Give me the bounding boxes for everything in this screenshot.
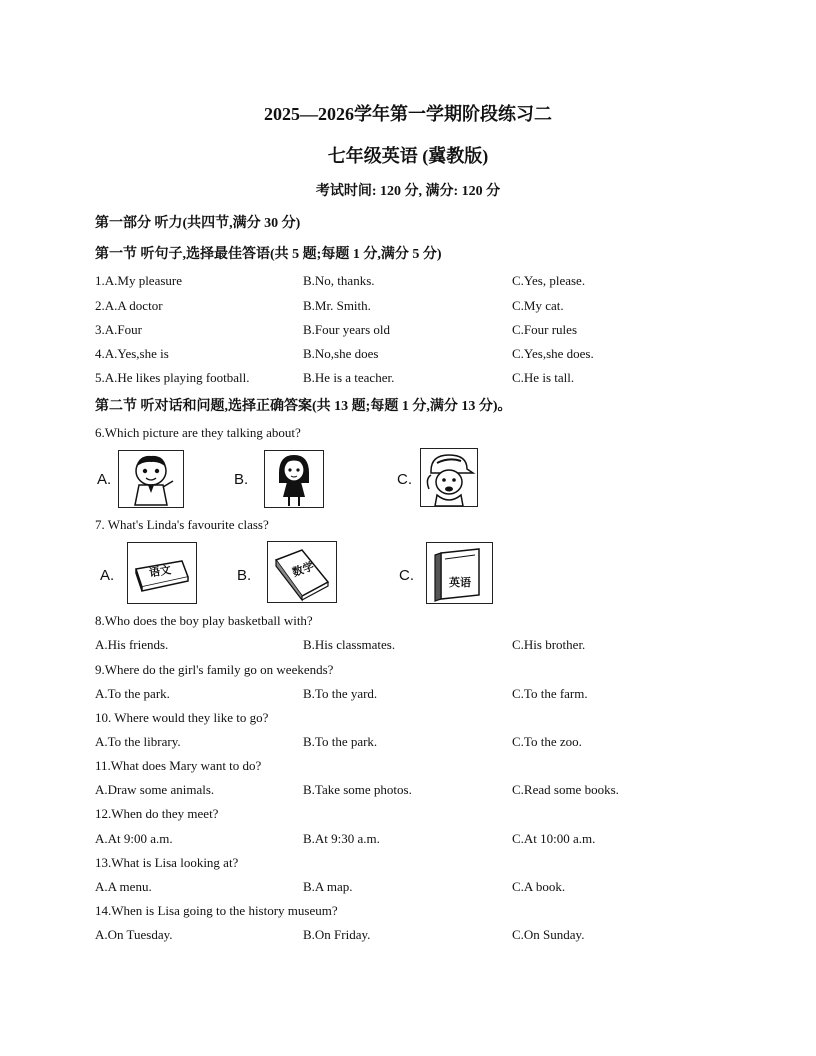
english-book-picture: [426, 542, 493, 604]
option-a: A.To the park.: [95, 686, 170, 701]
q6-question: 6.Which picture are they talking about?: [95, 425, 301, 440]
question-text: 12.When do they meet?: [95, 806, 219, 821]
question-text: 13.What is Lisa looking at?: [95, 855, 239, 870]
option-c: C.Four rules: [512, 322, 577, 337]
option-c-label: C.: [399, 567, 414, 584]
exam-title: 2025—2026学年第一学期阶段练习二: [264, 104, 552, 124]
chinese-book-picture: [127, 542, 197, 604]
option-c: C.He is tall.: [512, 370, 575, 385]
question-text: 11.What does Mary want to do?: [95, 758, 262, 773]
option-a: A.Draw some animals.: [95, 782, 215, 797]
option-b-label: B.: [237, 567, 252, 584]
option-b: B.Mr. Smith.: [303, 298, 371, 313]
option-c: C.Read some books.: [512, 782, 619, 797]
section2-heading: 第二节 听对话和问题,选择正确答案(共 13 题;每题 1 分,满分 13 分)。: [95, 399, 512, 414]
option-b: B.A map.: [303, 879, 353, 894]
option-a: A.At 9:00 a.m.: [95, 831, 173, 846]
math-book-picture: [267, 541, 337, 603]
question-text: 8.Who does the boy play basketball with?: [95, 613, 313, 628]
girl-picture: [264, 450, 324, 508]
option-a: A.To the library.: [95, 734, 181, 749]
boy-with-cap-picture: [420, 448, 478, 507]
option-a: 4.A.Yes,she is: [95, 346, 169, 361]
option-c: C.To the zoo.: [512, 734, 582, 749]
option-b: B.His classmates.: [303, 637, 396, 652]
option-a: A.His friends.: [95, 637, 169, 652]
option-b: B.Take some photos.: [303, 782, 412, 797]
option-c: C.Yes,she does.: [512, 346, 594, 361]
option-c-label: C.: [397, 471, 412, 488]
exam-subtitle: 七年级英语 (冀教版): [327, 146, 489, 166]
option-b-label: B.: [234, 471, 249, 488]
option-b: B.Four years old: [303, 322, 391, 337]
option-b: B.No, thanks.: [303, 273, 375, 288]
option-c: C.My cat.: [512, 298, 564, 313]
option-c: C.Yes, please.: [512, 273, 586, 288]
option-b: B.At 9:30 a.m.: [303, 831, 380, 846]
question-text: 14.When is Lisa going to the history museum?: [95, 903, 338, 918]
option-b: B.He is a teacher.: [303, 370, 395, 385]
option-a: 3.A.Four: [95, 322, 142, 337]
option-a: 2.A.A doctor: [95, 298, 163, 313]
option-a-label: A.: [100, 567, 115, 584]
option-a: A.On Tuesday.: [95, 927, 173, 942]
book-label-math: 数学: [290, 559, 316, 580]
exam-info: 考试时间: 120 分, 满分: 120 分: [315, 184, 501, 199]
option-b: B.On Friday.: [303, 927, 371, 942]
option-a-label: A.: [97, 471, 112, 488]
option-c: C.A book.: [512, 879, 566, 894]
boy-picture: [118, 450, 184, 508]
option-c: C.His brother.: [512, 637, 586, 652]
question-text: 9.Where do the girl's family go on weekends?: [95, 662, 334, 677]
option-a: 5.A.He likes playing football.: [95, 370, 250, 385]
option-c: C.To the farm.: [512, 686, 588, 701]
option-c: C.At 10:00 a.m.: [512, 831, 596, 846]
option-a: A.A menu.: [95, 879, 152, 894]
option-c: C.On Sunday.: [512, 927, 585, 942]
section1-heading: 第一节 听句子,选择最佳答语(共 5 题;每题 1 分,满分 5 分): [95, 247, 442, 262]
part1-heading: 第一部分 听力(共四节,满分 30 分): [95, 216, 301, 231]
question-text: 10. Where would they like to go?: [95, 710, 269, 725]
option-a: 1.A.My pleasure: [95, 273, 183, 288]
q7-question: 7. What's Linda's favourite class?: [95, 517, 269, 532]
option-b: B.To the park.: [303, 734, 378, 749]
option-b: B.No,she does: [303, 346, 379, 361]
option-b: B.To the yard.: [303, 686, 378, 701]
book-label-english: 英语: [449, 576, 471, 589]
book-label-chinese: 语文: [148, 563, 172, 580]
